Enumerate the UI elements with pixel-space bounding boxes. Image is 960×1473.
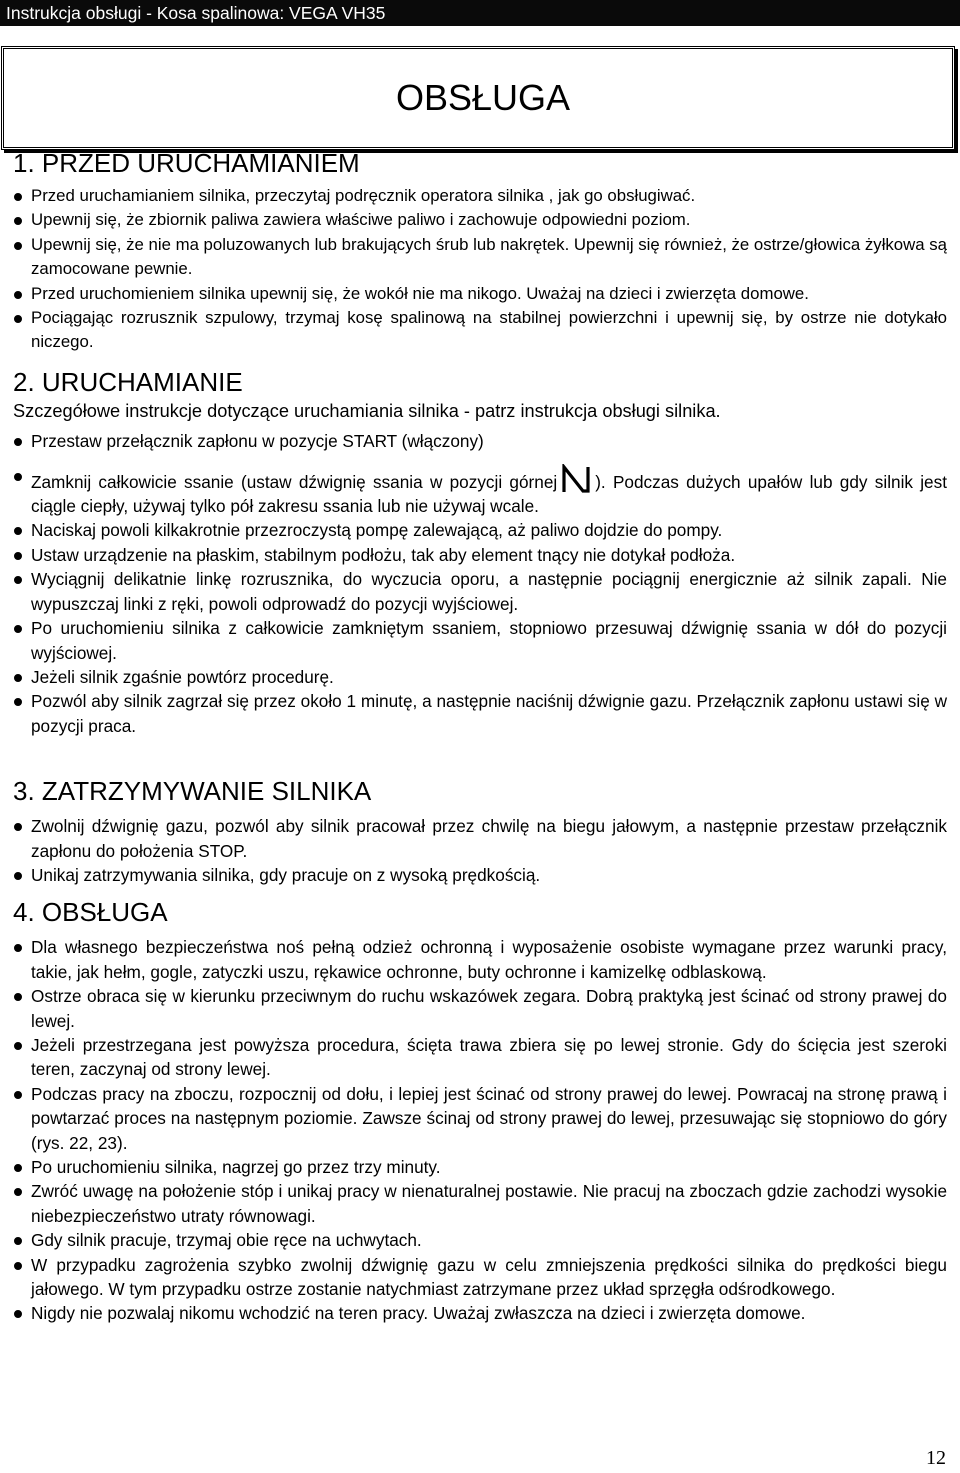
- instruction-list: [13, 814, 947, 887]
- section-starting: [13, 365, 947, 738]
- header-text: Instrukcja obsługi - Kosa spalinowa: VEGA VH35: [6, 3, 386, 23]
- section-heading: 1. PRZED URUCHAMIANIEM: [13, 148, 360, 178]
- list-item: Naciskaj powoli kilkakrotnie przezroczystą pompę zalewającą, aż paliwo dojdzie do pompy.: [13, 518, 947, 542]
- instruction-list: [13, 184, 947, 355]
- list-item: Przestaw przełącznik zapłonu w pozycje START (włączony): [13, 429, 947, 453]
- section-heading: 3. ZATRZYMYWANIE SILNIKA: [13, 776, 372, 807]
- list-item: Podczas pracy na zboczu, rozpocznij od dołu, i lepiej jest ścinać od strony prawej do lewej. Powracaj na stronę prawą i powtarzać proces na następnym poziomie. Zawsze ścinaj od strony prawej do lewej, przesuwając się stopniowo do góry (rys. 22, 23).: [13, 1082, 947, 1155]
- list-item-text: ). Podczas dużych upałów lub gdy silnik jest ciągle ciepły, używaj tylko pół zakresu ssania lub nie używaj wcale.: [31, 471, 947, 517]
- list-item: Jeżeli przestrzegana jest powyższa procedura, ścięta trawa zbiera się po lewej stronie. Gdy do ścięcia jest szeroki teren, zaczynaj od strony lewej.: [13, 1033, 947, 1082]
- page-title: OBSŁUGA: [396, 77, 571, 118]
- list-item: Po uruchomieniu silnika z całkowicie zamkniętym ssaniem, stopniowo przesuwaj dźwignię ssania w dół do pozycji wyjściowej.: [13, 616, 947, 665]
- list-item: Po uruchomieniu silnika, nagrzej go przez trzy minuty.: [13, 1155, 947, 1179]
- list-item: Jeżeli silnik zgaśnie powtórz procedurę.: [13, 665, 947, 689]
- section-intro: Szczegółowe instrukcje dotyczące uruchamiania silnika - patrz instrukcja obsługi silnika.: [13, 400, 721, 421]
- list-item: Gdy silnik pracuje, trzymaj obie ręce na uchwytach.: [13, 1228, 947, 1252]
- list-item: Upewnij się, że nie ma poluzowanych lub brakujących śrub lub nakrętek. Upewnij się również, że ostrze/głowica żyłkowa są zamocowane pewnie.: [13, 233, 947, 282]
- page-number: 12: [926, 1447, 946, 1469]
- list-item: Zwróć uwagę na położenie stóp i unikaj pracy w nienaturalnej postawie. Nie pracuj na zboczach gdzie zachodzi wysokie niebezpieczeństwo utraty równowagi.: [13, 1179, 947, 1228]
- document-header: [0, 0, 960, 26]
- section-heading: 2. URUCHAMIANIE: [13, 366, 243, 397]
- list-item: Pozwól aby silnik zagrzał się przez około 1 minutę, a następnie naciśnij dźwignie gazu. Przełącznik zapłonu ustawi się w pozycji praca.: [13, 689, 947, 738]
- list-item: Ostrze obraca się w kierunku przeciwnym do ruchu wskazówek zegara. Dobrą praktyką jest ścinać od strony prawej do lewej.: [13, 984, 947, 1033]
- list-item: Nigdy nie pozwalaj nikomu wchodzić na teren pracy. Uważaj zwłaszcza na dzieci i zwierzęta domowe.: [13, 1301, 947, 1325]
- list-item: Upewnij się, że zbiornik paliwa zawiera właściwe paliwo i zachowuje odpowiedni poziom.: [13, 208, 947, 232]
- section-operation: [13, 895, 947, 1326]
- list-item: Przed uruchomieniem silnika upewnij się, że wokół nie ma nikogo. Uważaj na dzieci i zwierzęta domowe.: [13, 282, 947, 306]
- choke-closed-icon: [561, 464, 591, 494]
- instruction-list: [13, 429, 947, 738]
- list-item: Zwolnij dźwignię gazu, pozwól aby silnik pracował przez chwilę na biegu jałowym, a następnie przestaw przełącznik zapłonu do położenia STOP.: [13, 814, 947, 863]
- list-item: Pociągając rozrusznik szpulowy, trzymaj kosę spalinową na stabilnej powierzchni i upewnij się, by ostrze nie dotykało niczego.: [13, 306, 947, 355]
- section-before-start: [13, 146, 947, 355]
- list-item: Unikaj zatrzymywania silnika, gdy pracuje on z wysoką prędkością.: [13, 863, 947, 887]
- list-item: Dla własnego bezpieczeństwa noś pełną odzież ochronną i wyposażenie osobiste wymagane przez warunki pracy, takie, jak hełm, gogle, zatyczki uszu, rękawice ochronne, buty ochronne i kamizelkę odblaskową.: [13, 935, 947, 984]
- list-item-text: Zamknij całkowicie ssanie (ustaw dźwignię ssania w pozycji górnej: [31, 471, 558, 492]
- list-item: Przed uruchamianiem silnika, przeczytaj podręcznik operatora silnika , jak go obsługiwać.: [13, 184, 947, 208]
- instruction-list: [13, 935, 947, 1326]
- list-item: W przypadku zagrożenia szybko zwolnij dźwignię gazu w celu zmniejszenia prędkości silnika do prędkości biegu jałowego. W tym przypadku ostrze zostanie natychmiast zatrzymane przez układ sprzęgła odśrodkowego.: [13, 1253, 947, 1302]
- list-item: Ustaw urządzenie na płaskim, stabilnym podłożu, tak aby element tnący nie dotykał podłoża.: [13, 543, 947, 567]
- list-item: [13, 464, 947, 519]
- page-content: [13, 146, 947, 1326]
- section-heading: 4. OBSŁUGA: [13, 897, 168, 928]
- list-item: Wyciągnij delikatnie linkę rozrusznika, do wyczucia oporu, a następnie pociągnij energicznie aż silnik zapali. Nie wypuszczaj linki z ręki, powoli odprowadź do pozycji wyjściowej.: [13, 567, 947, 616]
- section-stopping: [13, 774, 947, 887]
